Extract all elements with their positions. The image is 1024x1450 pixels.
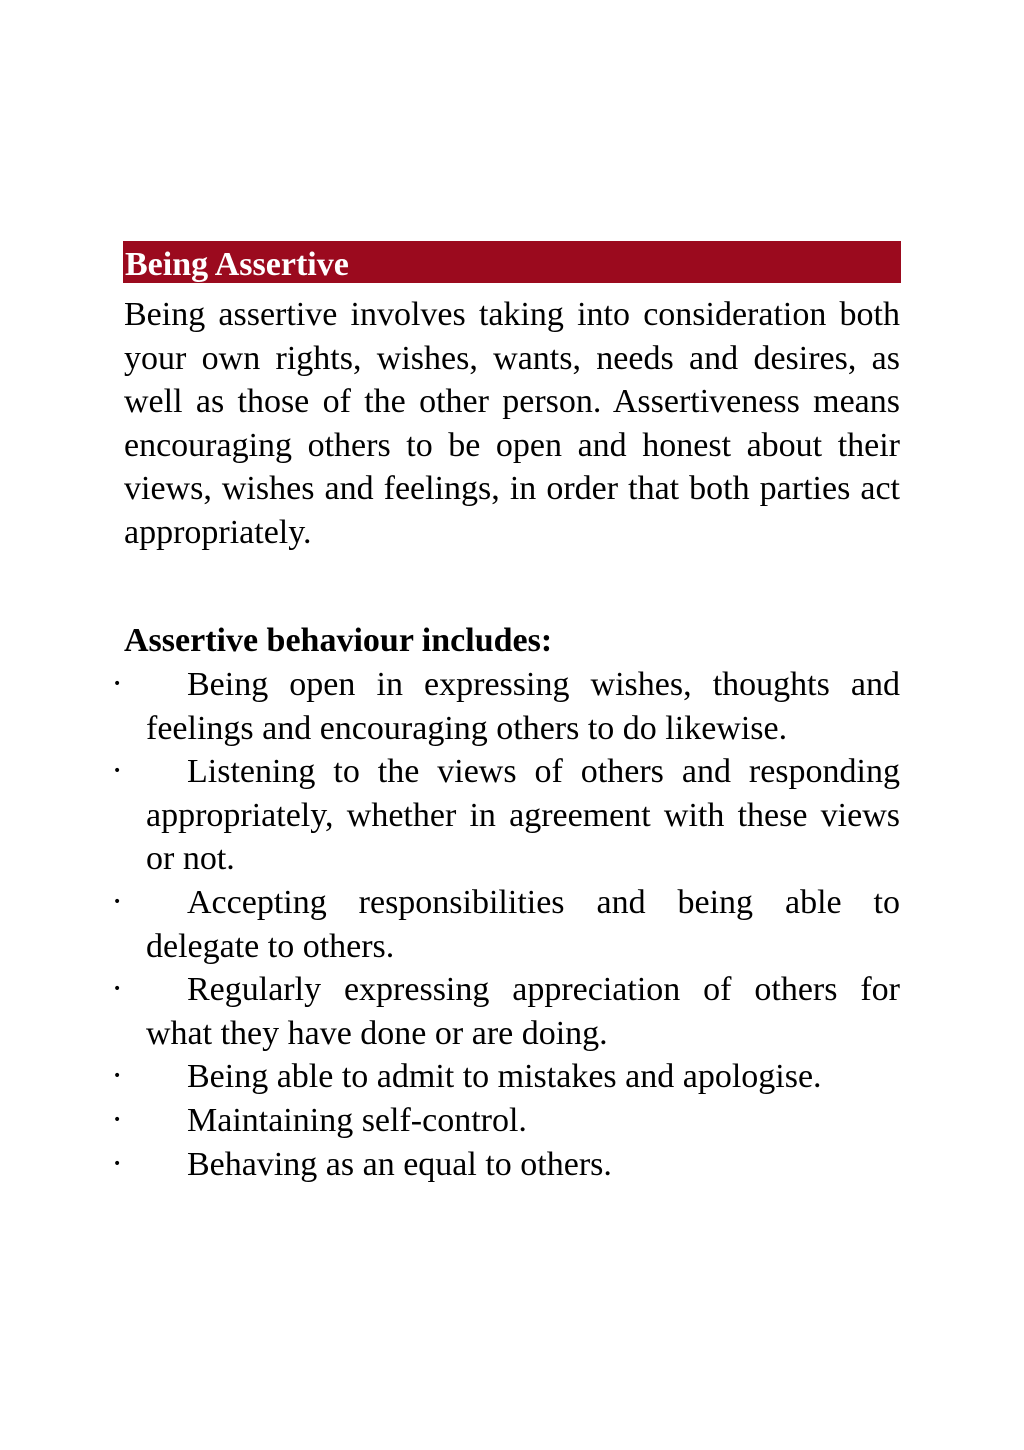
intro-paragraph: Being assertive involves taking into consideration both your own rights, wishes, wants, needs and desires, as well as those of the other person. Assertiveness means encouraging others to be open and honest about their views, wishes and feelings, in order that both parties act appropriately. bbox=[124, 296, 900, 551]
section-heading: Being Assertive bbox=[125, 246, 349, 283]
bullet-icon: • bbox=[113, 676, 122, 692]
bullet-icon: • bbox=[113, 763, 122, 780]
bullet-icon: • bbox=[113, 981, 122, 998]
list-item-text: Listening to the views of others and responding appropriately, whether in agreement with these views or not. bbox=[146, 753, 900, 878]
list-item bbox=[0, 750, 900, 881]
list-item bbox=[0, 1099, 900, 1143]
list-item-text: Behaving as an equal to others. bbox=[187, 1145, 612, 1183]
list-item bbox=[0, 881, 900, 968]
bullet-icon: • bbox=[113, 1155, 122, 1172]
section-heading-bar bbox=[123, 241, 901, 283]
list-item bbox=[0, 1143, 900, 1187]
list-item-text: Being able to admit to mistakes and apologise. bbox=[187, 1058, 822, 1096]
bullet-icon: • bbox=[113, 1111, 122, 1128]
list-item-text: Being open in expressing wishes, thoughts and feelings and encouraging others to do likewise. bbox=[146, 666, 900, 747]
list-subheading: Assertive behaviour includes: bbox=[124, 622, 553, 659]
list-item bbox=[0, 968, 900, 1055]
list-item-text: Regularly expressing appreciation of others for what they have done or are doing. bbox=[146, 971, 900, 1052]
list-item bbox=[0, 663, 900, 750]
bullet-icon: • bbox=[113, 1068, 122, 1085]
assertive-behaviour-list bbox=[0, 663, 1024, 1186]
bullet-icon: • bbox=[113, 893, 122, 910]
list-item-text: Accepting responsibilities and being able to delegate to others. bbox=[146, 883, 900, 965]
list-item bbox=[0, 1055, 900, 1099]
list-item-text: Maintaining self-control. bbox=[187, 1101, 527, 1139]
